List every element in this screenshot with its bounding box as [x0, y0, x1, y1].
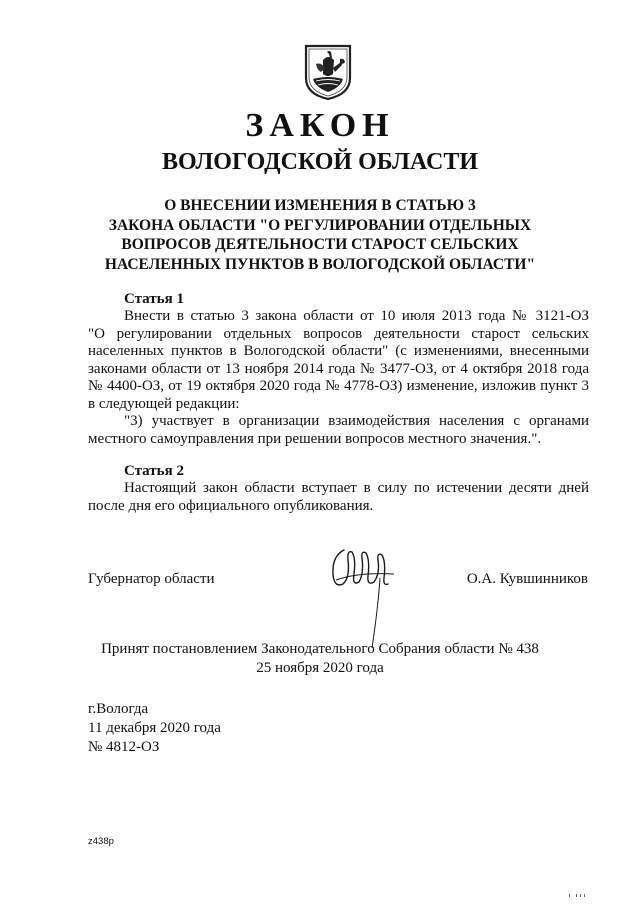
adoption-date: 25 ноября 2020 года — [256, 660, 384, 676]
adoption-note — [0, 640, 640, 678]
paragraph-line: "О регулировании отдельных вопросов деятельности старост сельских — [88, 325, 589, 342]
law-number: № 4812-ОЗ — [88, 739, 160, 755]
paragraph-line: законами области от 13 ноября 2014 года № 3477-ОЗ, от 4 октября 2018 года — [88, 360, 589, 377]
paragraph-line: Настоящий закон области вступает в силу по истечении десяти дней — [124, 480, 589, 496]
paragraph-line: местного самоуправления при решении вопросов местного значения.". — [88, 430, 542, 447]
paragraph-line: в следующей редакции: — [88, 395, 240, 412]
city: г.Вологда — [88, 701, 149, 717]
document-title: ЗАКОН — [245, 107, 395, 144]
signing-date: 11 декабря 2020 года — [88, 720, 221, 736]
paragraph-line: "3) участвует в организации взаимодействия населения с органами — [124, 413, 589, 429]
place-date-block — [88, 700, 221, 757]
article-2-paragraph — [88, 480, 589, 515]
article-1-heading: Статья 1 — [124, 291, 184, 307]
paragraph-line: населенных пунктов в Вологодской области" (с изменениями, внесенными — [88, 343, 589, 360]
law-subtitle — [100, 196, 540, 274]
subtitle-line: ВОПРОСОВ ДЕЯТЕЛЬНОСТИ СТАРОСТ СЕЛЬСКИХ — [121, 236, 519, 253]
paragraph-line: № 4400-ОЗ, от 19 октября 2020 года № 4778-ОЗ) изменение, изложив пункт 3 — [88, 378, 589, 395]
signatory-position: Губернатор области — [88, 571, 215, 587]
subtitle-line: НАСЕЛЕННЫХ ПУНКТОВ В ВОЛОГОДСКОЙ ОБЛАСТИ" — [104, 255, 536, 273]
signature-image — [328, 538, 406, 650]
signatory-name: О.А. Кувшинников — [466, 571, 588, 587]
coat-of-arms-icon — [303, 44, 353, 100]
article-1-paragraph-2 — [88, 413, 589, 448]
document-code: z438p — [88, 836, 114, 847]
subtitle-line: ЗАКОНА ОБЛАСТИ "О РЕГУЛИРОВАНИИ ОТДЕЛЬНЫХ — [108, 216, 532, 234]
paragraph-line: после дня его официального опубликования. — [88, 497, 374, 514]
adoption-line: Принят постановлением Законодательного Собрания области № 438 — [101, 641, 539, 657]
subtitle-line: О ВНЕСЕНИИ ИЗМЕНЕНИЯ В СТАТЬЮ 3 — [164, 197, 476, 214]
document-region: ВОЛОГОДСКОЙ ОБЛАСТИ — [161, 149, 479, 175]
article-2-heading: Статья 2 — [124, 463, 184, 479]
paragraph-line: Внести в статью 3 закона области от 10 июля 2013 года № 3121-ОЗ — [124, 308, 589, 324]
article-1-paragraph-1 — [88, 308, 589, 414]
scan-marks — [568, 893, 588, 899]
